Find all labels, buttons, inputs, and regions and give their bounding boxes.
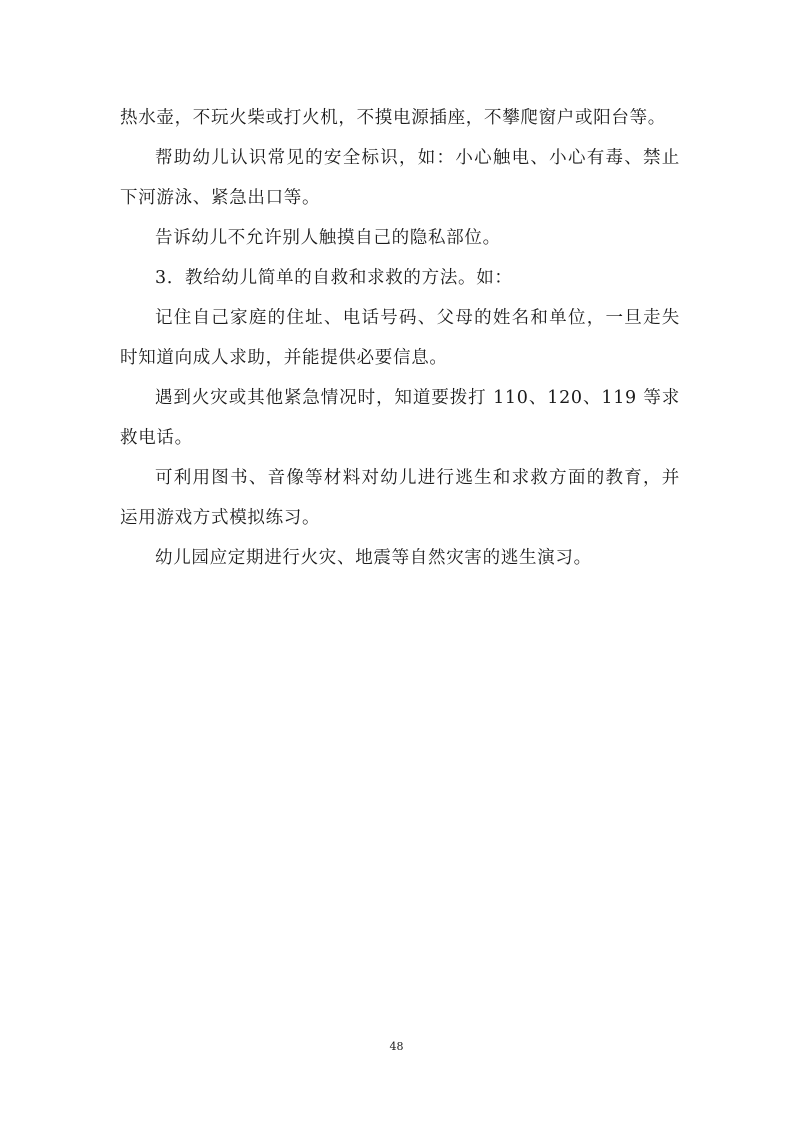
- paragraph-education-materials: 可利用图书、音像等材料对幼儿进行逃生和求救方面的教育，并运用游戏方式模拟练习。: [120, 468, 680, 528]
- paragraph-remember-address: 记住自己家庭的住址、电话号码、父母的姓名和单位，一旦走失时知道向成人求助，并能提供必要信息。: [120, 308, 680, 368]
- body-text: [120, 98, 680, 578]
- paragraph-continuation: 热水壶，不玩火柴或打火机，不摸电源插座，不攀爬窗户或阳台等。: [120, 108, 666, 128]
- paragraph-emergency-calls: 遇到火灾或其他紧急情况时，知道要拨打 110、120、119 等求救电话。: [120, 388, 680, 448]
- paragraph-drills: 幼儿园应定期进行火灾、地震等自然灾害的逃生演习。: [155, 548, 592, 568]
- page-number: 48: [389, 1040, 404, 1053]
- paragraph-privacy: 告诉幼儿不允许别人触摸自己的隐私部位。: [155, 228, 501, 248]
- paragraph-heading-self-rescue: 3．教给幼儿简单的自救和求救的方法。如：: [155, 268, 513, 288]
- paragraph-safety-signs: 帮助幼儿认识常见的安全标识，如：小心触电、小心有毒、禁止下河游泳、紧急出口等。: [120, 148, 680, 208]
